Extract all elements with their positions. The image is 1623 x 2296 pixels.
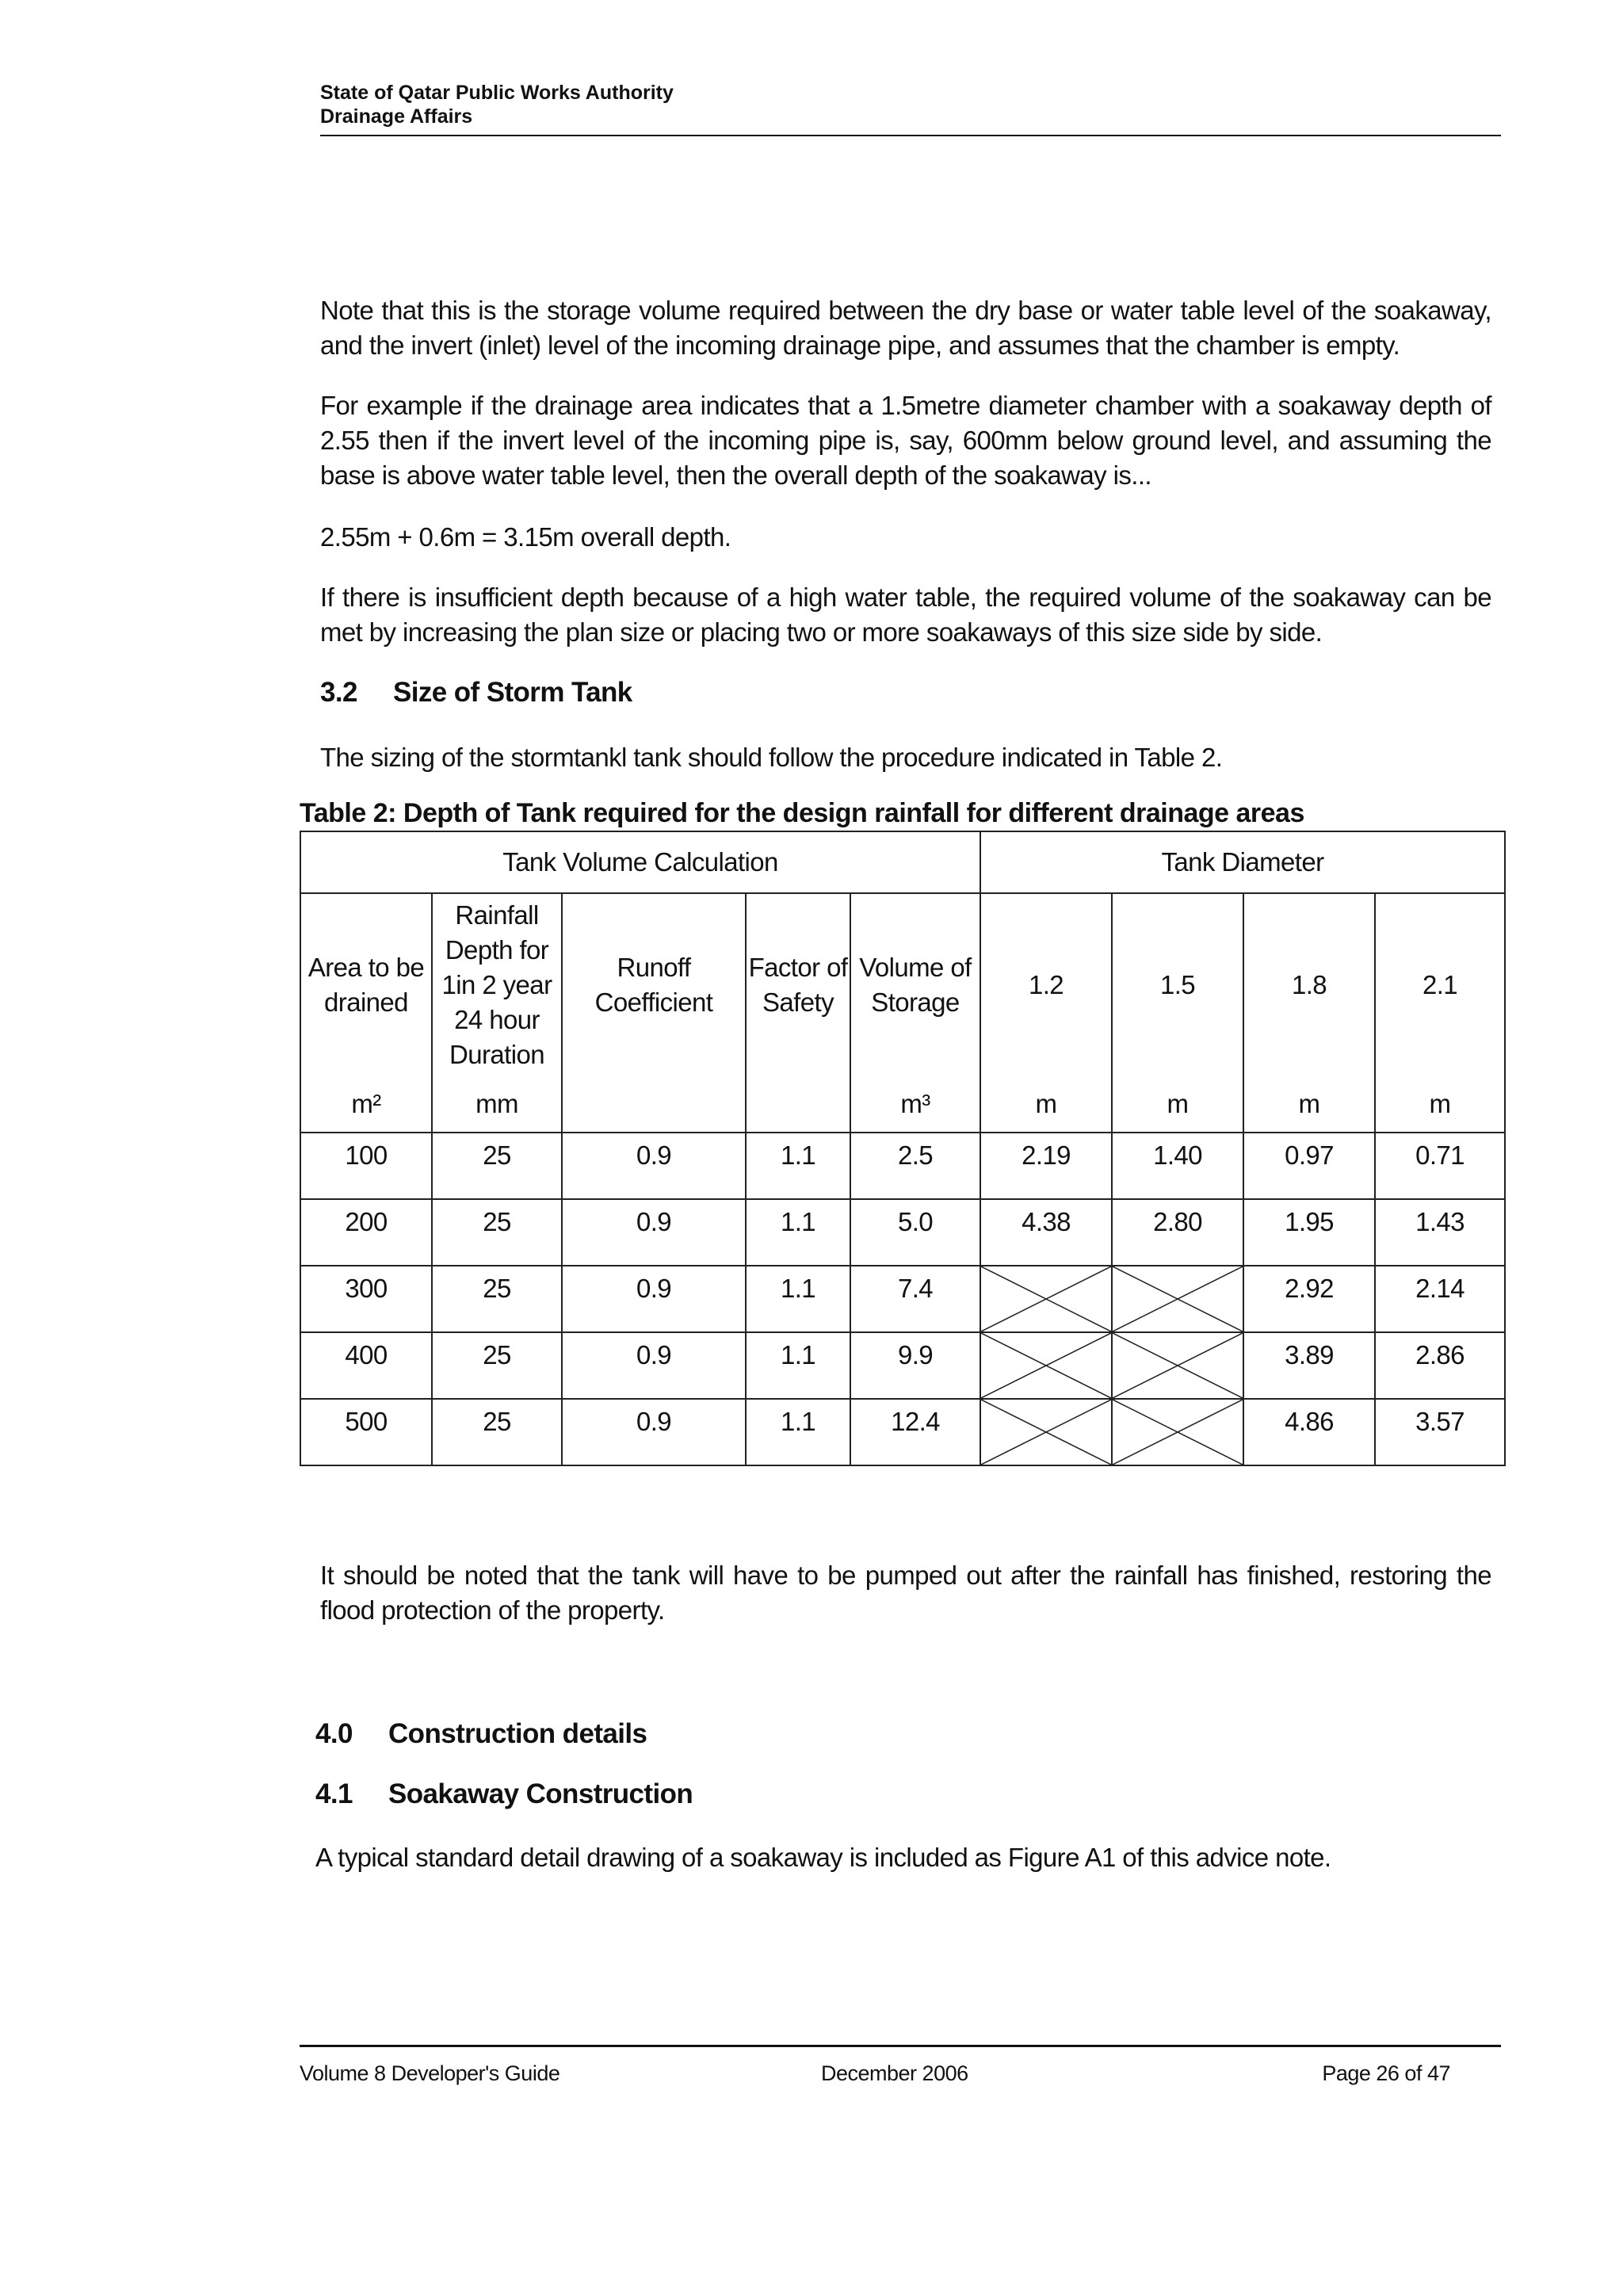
table-group-header-row xyxy=(300,831,1505,893)
paragraph-figure-reference: A typical standard detail drawing of a soakaway is included as Figure A1 of this advice note. xyxy=(315,1843,1331,1872)
table-row xyxy=(300,1266,1505,1332)
table-cell: 500 xyxy=(300,1399,432,1465)
table-cell: 3.57 xyxy=(1375,1399,1505,1465)
tank-depth-table xyxy=(300,831,1506,1466)
table-cell: 0.9 xyxy=(562,1266,746,1332)
table-cell: 2.80 xyxy=(1112,1199,1243,1266)
heading-number: 4.0 xyxy=(315,1718,353,1749)
column-header-rainfall-depth: Rainfall Depth for 1in 2 year 24 hour Duration mm xyxy=(432,893,562,1133)
heading-text: Soakaway Construction xyxy=(388,1778,693,1809)
table-cell: 0.71 xyxy=(1375,1133,1505,1199)
column-header-volume: Volume of Storage m³ xyxy=(850,893,980,1133)
table-row xyxy=(300,1399,1505,1465)
column-header-diameter-1-2: 1.2 m xyxy=(980,893,1112,1133)
table-cell: 2.92 xyxy=(1243,1266,1375,1332)
unit-label: m³ xyxy=(900,1089,930,1118)
table-cell: 2.14 xyxy=(1375,1266,1505,1332)
table-cell: 300 xyxy=(300,1266,432,1332)
heading-size-of-storm-tank xyxy=(320,675,632,710)
column-header-factor-of-safety: Factor of Safety xyxy=(746,893,850,1133)
column-header-diameter-1-8: 1.8 m xyxy=(1243,893,1375,1133)
page-footer xyxy=(300,2045,1501,2087)
column-header-area: Area to be drained m² xyxy=(300,893,432,1133)
table-cell: 0.97 xyxy=(1243,1133,1375,1199)
unit-label: m xyxy=(1035,1089,1057,1118)
crossed-out-cell xyxy=(1112,1399,1243,1465)
heading-text: Construction details xyxy=(388,1718,647,1749)
table-cell: 1.95 xyxy=(1243,1199,1375,1266)
table-cell: 1.1 xyxy=(746,1332,850,1399)
unit-label: m xyxy=(1429,1089,1451,1118)
header-rule xyxy=(320,135,1501,136)
header-organization: State of Qatar Public Works Authority xyxy=(320,82,674,104)
footer-document-title: Volume 8 Developer's Guide xyxy=(300,2061,560,2085)
paragraph-insufficient-depth: If there is insufficient depth because of a high water table, the required volume of the soakaway can be met by increasing the plan size or placing two or more soakaways of this size side by side. xyxy=(320,583,1491,647)
table-cell: 0.9 xyxy=(562,1399,746,1465)
table-cell: 200 xyxy=(300,1199,432,1266)
table-cell: 25 xyxy=(432,1332,562,1399)
table-cell: 4.38 xyxy=(980,1199,1112,1266)
paragraph-storage-volume: Note that this is the storage volume required between the dry base or water table level of the soakaway, and the invert (inlet) level of the incoming drainage pipe, and assumes that the chamber is empty. xyxy=(320,296,1491,360)
table-column-header-row xyxy=(300,893,1505,1133)
table-row xyxy=(300,1133,1505,1199)
crossed-out-cell xyxy=(1112,1332,1243,1399)
table-cell: 1.1 xyxy=(746,1399,850,1465)
heading-text: Size of Storm Tank xyxy=(393,677,632,708)
table-caption: Table 2: Depth of Tank required for the design rainfall for different drainage areas xyxy=(300,798,1304,828)
table-cell: 2.5 xyxy=(850,1133,980,1199)
group-header-tank-diameter: Tank Diameter xyxy=(980,831,1505,893)
unit-label xyxy=(747,1076,850,1132)
table-cell: 1.40 xyxy=(1112,1133,1243,1199)
footer-date: December 2006 xyxy=(821,2061,968,2085)
heading-construction-details xyxy=(315,1717,647,1752)
unit-label: m xyxy=(1298,1089,1320,1118)
paragraph-example: For example if the drainage area indicates that a 1.5metre diameter chamber with a soakaway depth of 2.55 then if the invert level of the incoming pipe is, say, 600mm below ground level, and assuming the base is above water table level, then the overall depth of the soakaway is... xyxy=(320,391,1491,490)
table-cell: 1.1 xyxy=(746,1199,850,1266)
table-cell: 1.43 xyxy=(1375,1199,1505,1266)
unit-label: m² xyxy=(351,1089,381,1118)
crossed-out-cell xyxy=(1112,1266,1243,1332)
table-cell: 25 xyxy=(432,1133,562,1199)
table-cell: 25 xyxy=(432,1199,562,1266)
heading-number: 3.2 xyxy=(320,677,357,708)
crossed-out-cell xyxy=(980,1332,1112,1399)
column-header-runoff: Runoff Coefficient xyxy=(562,893,746,1133)
table-cell: 100 xyxy=(300,1133,432,1199)
table-cell: 0.9 xyxy=(562,1332,746,1399)
paragraph-pumped-out: It should be noted that the tank will have to be pumped out after the rainfall has finished, restoring the flood protection of the property. xyxy=(320,1561,1491,1625)
group-header-tank-volume: Tank Volume Calculation xyxy=(300,831,980,893)
paragraph-overall-depth: 2.55m + 0.6m = 3.15m overall depth. xyxy=(320,522,731,552)
crossed-out-cell xyxy=(980,1266,1112,1332)
table-row xyxy=(300,1332,1505,1399)
table-cell: 2.19 xyxy=(980,1133,1112,1199)
table-cell: 400 xyxy=(300,1332,432,1399)
table-cell: 9.9 xyxy=(850,1332,980,1399)
heading-soakaway-construction xyxy=(315,1777,693,1812)
paragraph-sizing-procedure: The sizing of the stormtankl tank should follow the procedure indicated in Table 2. xyxy=(320,743,1223,772)
table-row xyxy=(300,1199,1505,1266)
unit-label xyxy=(563,1076,745,1132)
page-header xyxy=(320,81,1501,128)
table-cell: 1.1 xyxy=(746,1133,850,1199)
footer-page-number: Page 26 of 47 xyxy=(1322,2061,1450,2085)
unit-label: mm xyxy=(475,1089,518,1118)
table-cell: 3.89 xyxy=(1243,1332,1375,1399)
table-cell: 2.86 xyxy=(1375,1332,1505,1399)
table-cell: 0.9 xyxy=(562,1199,746,1266)
table-cell: 25 xyxy=(432,1266,562,1332)
table-cell: 0.9 xyxy=(562,1133,746,1199)
table-cell: 5.0 xyxy=(850,1199,980,1266)
unit-label: m xyxy=(1167,1089,1189,1118)
header-department: Drainage Affairs xyxy=(320,105,473,128)
table-cell: 25 xyxy=(432,1399,562,1465)
table-cell: 4.86 xyxy=(1243,1399,1375,1465)
crossed-out-cell xyxy=(980,1399,1112,1465)
heading-number: 4.1 xyxy=(315,1778,353,1809)
column-header-diameter-2-1: 2.1 m xyxy=(1375,893,1505,1133)
column-header-diameter-1-5: 1.5 m xyxy=(1112,893,1243,1133)
table-cell: 7.4 xyxy=(850,1266,980,1332)
table-cell: 12.4 xyxy=(850,1399,980,1465)
table-cell: 1.1 xyxy=(746,1266,850,1332)
